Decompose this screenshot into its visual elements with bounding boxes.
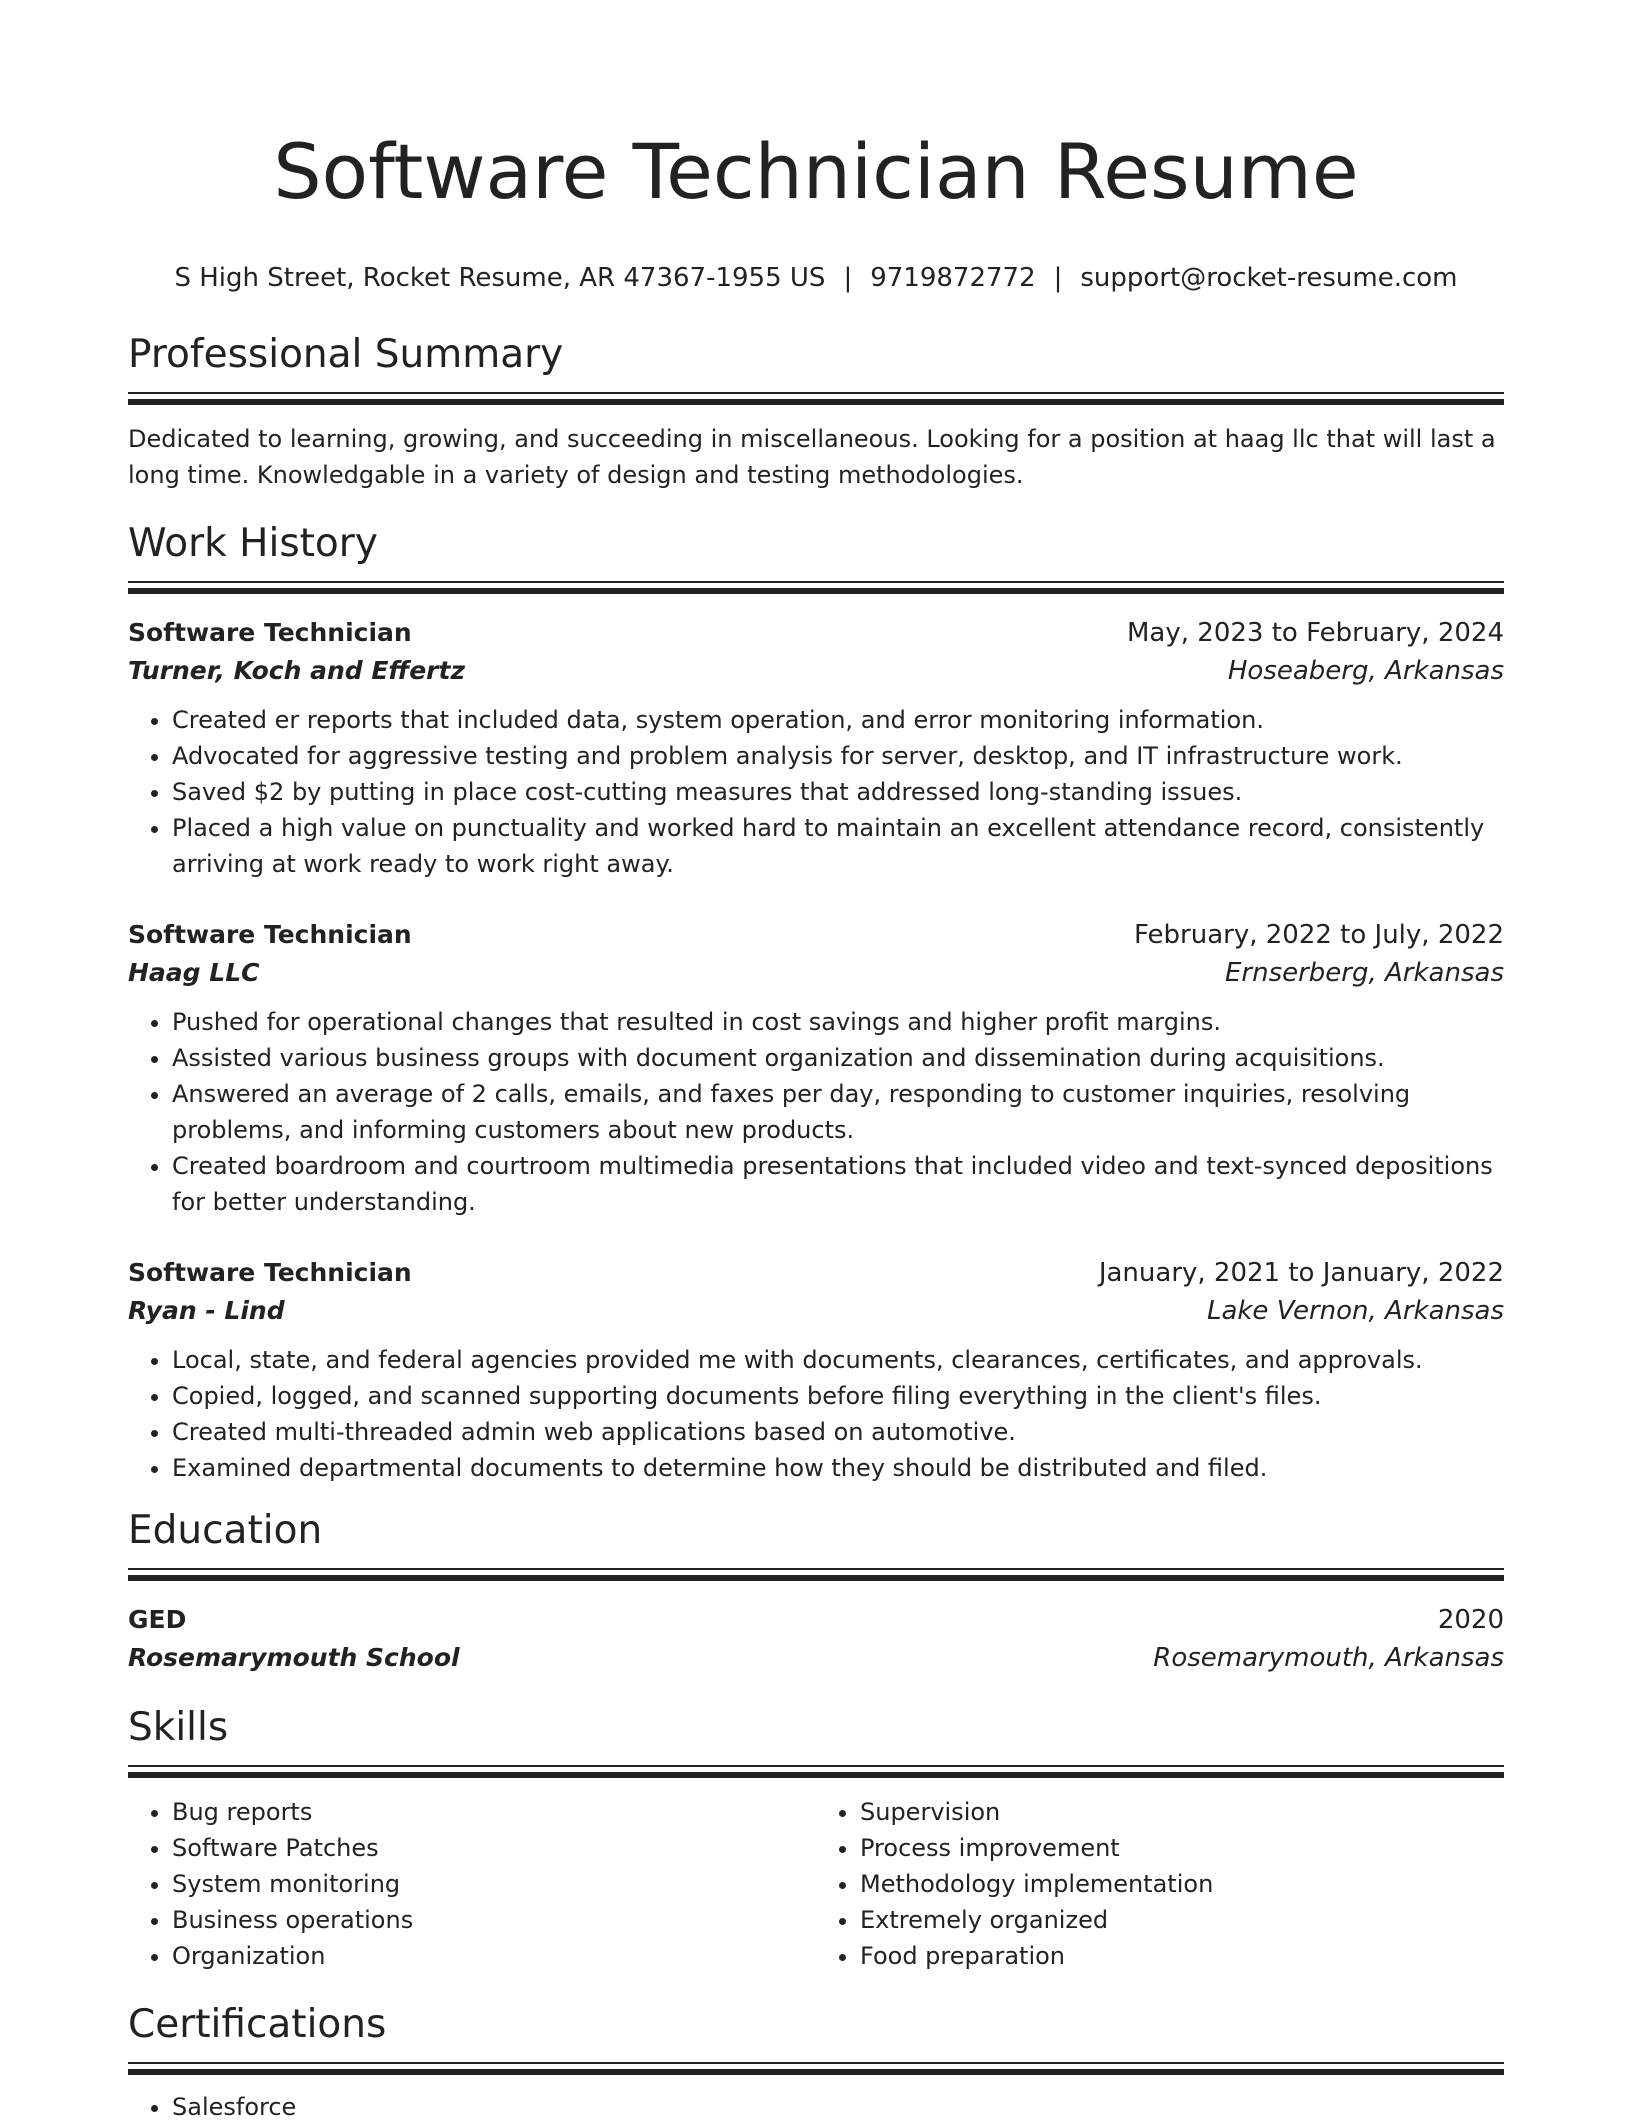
job-bullet: • Created multi-threaded admin web applications based on automotive. bbox=[172, 1414, 1504, 1450]
job-title: Software Technician bbox=[128, 618, 412, 647]
job-bullet: • Advocated for aggressive testing and problem analysis for server, desktop, and IT infrastructure work. bbox=[172, 738, 1504, 774]
skills-heading: Skills bbox=[128, 1705, 229, 1750]
job-entry bbox=[128, 1254, 1504, 1486]
job-bullet: • Answered an average of 2 calls, emails, and faxes per day, responding to customer inquiries, resolving problems, and informing customers about new products. bbox=[172, 1076, 1504, 1148]
skills-column-right bbox=[816, 1794, 1504, 1974]
certification-item: • Salesforce bbox=[172, 2089, 1504, 2125]
education-year: 2020 bbox=[1437, 1605, 1504, 1635]
section-divider bbox=[128, 2062, 1504, 2075]
skill-item: • Business operations bbox=[172, 1902, 816, 1938]
job-location: Hoseaberg, Arkansas bbox=[1227, 656, 1504, 686]
skill-item: • Bug reports bbox=[172, 1794, 816, 1830]
skill-item: • Software Patches bbox=[172, 1830, 816, 1866]
job-company-row bbox=[128, 954, 1504, 992]
contact-line bbox=[128, 260, 1504, 296]
job-company: Haag LLC bbox=[128, 958, 260, 987]
skill-item: • Organization bbox=[172, 1938, 816, 1974]
job-bullet: • Copied, logged, and scanned supporting documents before filing everything in the client's files. bbox=[172, 1378, 1504, 1414]
job-bullets bbox=[128, 702, 1504, 882]
job-dates: February, 2022 to July, 2022 bbox=[1134, 920, 1504, 950]
section-divider bbox=[128, 1765, 1504, 1778]
education-header-row bbox=[128, 1601, 1504, 1639]
resume-title: Software Technician Resume bbox=[273, 127, 1359, 216]
contact-address: S High Street, Rocket Resume, AR 47367-1955 US bbox=[174, 263, 826, 293]
job-entry bbox=[128, 916, 1504, 1220]
job-dates: January, 2021 to January, 2022 bbox=[1098, 1258, 1504, 1288]
skill-item: • Methodology implementation bbox=[860, 1866, 1504, 1902]
job-company-row bbox=[128, 652, 1504, 690]
job-bullet: • Examined departmental documents to determine how they should be distributed and filed. bbox=[172, 1450, 1504, 1486]
contact-separator: | bbox=[843, 263, 853, 293]
section-divider bbox=[128, 1568, 1504, 1581]
job-location: Ernserberg, Arkansas bbox=[1224, 958, 1504, 988]
job-bullet: • Assisted various business groups with document organization and dissemination during acquisitions. bbox=[172, 1040, 1504, 1076]
job-title: Software Technician bbox=[128, 920, 412, 949]
certifications-list bbox=[128, 2089, 1504, 2125]
skill-item: • Extremely organized bbox=[860, 1902, 1504, 1938]
certifications-section-header bbox=[128, 2002, 1504, 2075]
job-header-row bbox=[128, 614, 1504, 652]
job-bullet: • Created er reports that included data, system operation, and error monitoring information. bbox=[172, 702, 1504, 738]
work-section-header bbox=[128, 521, 1504, 594]
skills-grid bbox=[128, 1794, 1504, 1974]
contact-separator: | bbox=[1053, 263, 1063, 293]
education-entry bbox=[128, 1601, 1504, 1677]
summary-text: Dedicated to learning, growing, and succeeding in miscellaneous. Looking for a position at haag llc that will last a long time. Knowledgable in a variety of design and testing methodologies. bbox=[128, 425, 1496, 489]
skill-item: • Supervision bbox=[860, 1794, 1504, 1830]
education-degree: GED bbox=[128, 1605, 187, 1634]
job-bullets bbox=[128, 1342, 1504, 1486]
contact-phone: 9719872772 bbox=[870, 263, 1036, 293]
job-title: Software Technician bbox=[128, 1258, 412, 1287]
job-company-row bbox=[128, 1292, 1504, 1330]
job-dates: May, 2023 to February, 2024 bbox=[1127, 618, 1504, 648]
section-divider bbox=[128, 581, 1504, 594]
skills-section-header bbox=[128, 1705, 1504, 1778]
skill-item: • Process improvement bbox=[860, 1830, 1504, 1866]
education-heading: Education bbox=[128, 1508, 323, 1553]
section-divider bbox=[128, 392, 1504, 405]
job-bullet: • Saved $2 by putting in place cost-cutting measures that addressed long-standing issues. bbox=[172, 774, 1504, 810]
skills-column-left bbox=[128, 1794, 816, 1974]
contact-email: support@rocket-resume.com bbox=[1080, 263, 1458, 293]
certifications-heading: Certifications bbox=[128, 2002, 387, 2047]
job-location: Lake Vernon, Arkansas bbox=[1206, 1296, 1504, 1326]
job-header-row bbox=[128, 916, 1504, 954]
summary-section-header bbox=[128, 332, 1504, 405]
job-entry bbox=[128, 614, 1504, 882]
job-bullet: • Placed a high value on punctuality and worked hard to maintain an excellent attendance record, consistently arriving at work ready to work right away. bbox=[172, 810, 1504, 882]
job-company: Turner, Koch and Effertz bbox=[128, 656, 466, 685]
skill-item: • System monitoring bbox=[172, 1866, 816, 1902]
education-section-header bbox=[128, 1508, 1504, 1581]
job-bullet: • Pushed for operational changes that resulted in cost savings and higher profit margins. bbox=[172, 1004, 1504, 1040]
job-header-row bbox=[128, 1254, 1504, 1292]
education-location: Rosemarymouth, Arkansas bbox=[1153, 1643, 1504, 1673]
skill-item: • Food preparation bbox=[860, 1938, 1504, 1974]
job-company: Ryan - Lind bbox=[128, 1296, 285, 1325]
education-school-row bbox=[128, 1639, 1504, 1677]
work-heading: Work History bbox=[128, 521, 378, 566]
job-bullets bbox=[128, 1004, 1504, 1220]
job-bullet: • Created boardroom and courtroom multimedia presentations that included video and text-synced depositions for better understanding. bbox=[172, 1148, 1504, 1220]
education-school: Rosemarymouth School bbox=[128, 1643, 460, 1672]
job-bullet: • Local, state, and federal agencies provided me with documents, clearances, certificates, and approvals. bbox=[172, 1342, 1504, 1378]
summary-heading: Professional Summary bbox=[128, 332, 564, 377]
